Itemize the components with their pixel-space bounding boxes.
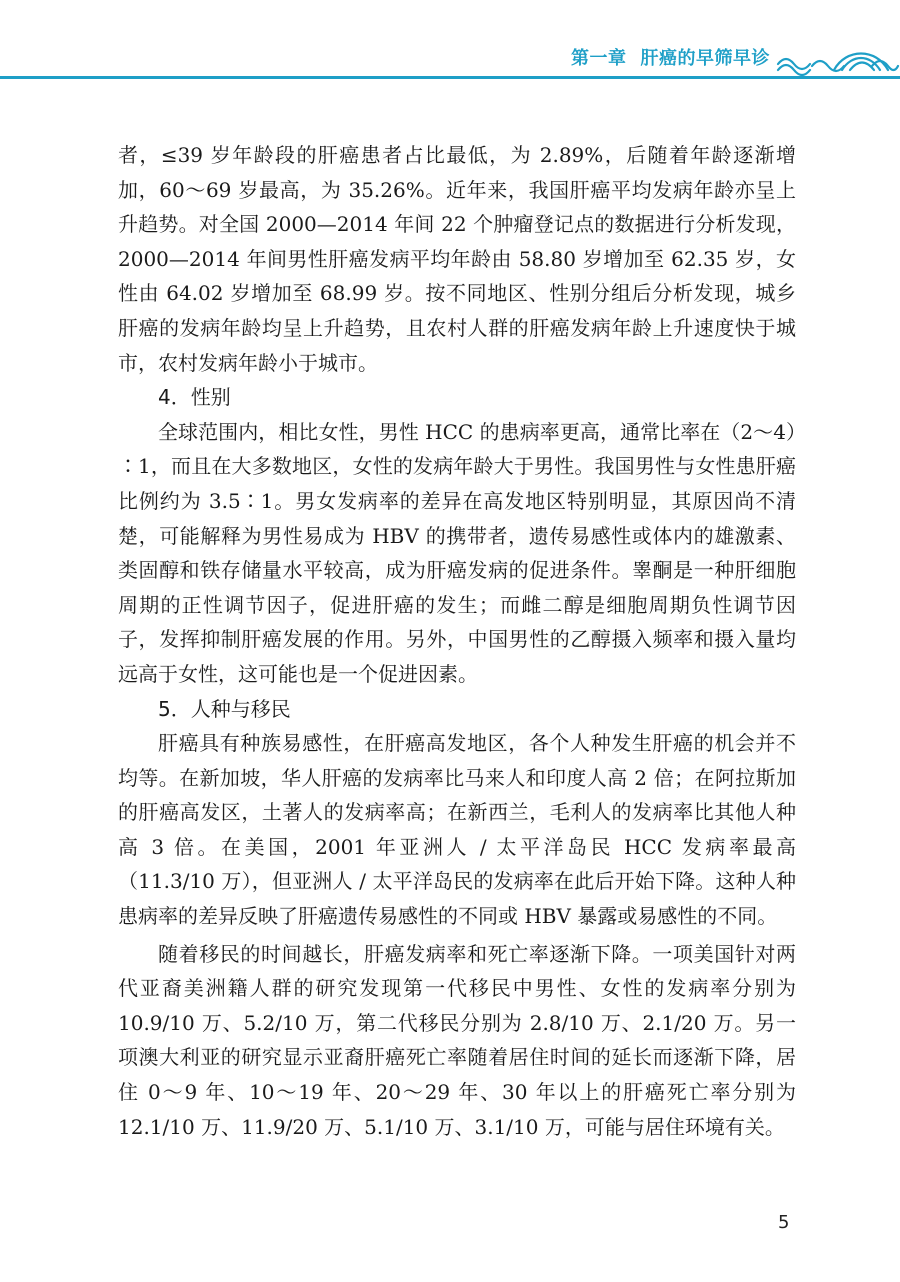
chapter-label: 第一章: [571, 48, 627, 69]
section-heading-sex: 4．性别: [158, 385, 231, 410]
header-rule: [0, 76, 900, 79]
page-number: 5: [778, 1212, 790, 1233]
running-header: [571, 44, 770, 70]
paragraph-migration: 随着移民的时间越长，肝癌发病率和死亡率逐渐下降。一项美国针对两代亚裔美洲籍人群的研究发现第一代移民中男性、女性的发病率分别为 10.9/10 万、5.2/10 万，第二代移民分别为 2.8/10 万、2.1/20 万。另一项澳大利亚的研究显示亚裔肝癌死亡率随着居住时间的延长而逐渐下降，居住 0～9 年、10～19 年、20～29 年、30 年以上的肝癌死亡率分别为 12.1/10 万、11.9/20 万、5.1/10 万、3.1/10 万，可能与居住环境有关。: [118, 941, 796, 1139]
section-heading-race-migration: 5．人种与移民: [158, 696, 291, 721]
paragraph-age-distribution: 者，≤39 岁年龄段的肝癌患者占比最低，为 2.89%，后随着年龄逐渐增加，60～69 岁最高，为 35.26%。近年来，我国肝癌平均发病年龄亦呈上升趋势。对全国 2000—2014 年间 22 个肿瘤登记点的数据进行分析发现，2000—2014 年间男性肝癌发病平均年龄由 58.80 岁增加至 62.35 岁，女性由 64.02 岁增加至 68.99 岁。按不同地区、性别分组后分析发现，城乡肝癌的发病年龄均呈上升趋势，且农村人群的肝癌发病年龄上升速度快于城市，农村发病年龄小于城市。: [118, 143, 796, 375]
paragraph-sex: 全球范围内，相比女性，男性 HCC 的患病率更高，通常比率在（2～4）∶1，而且在大多数地区，女性的发病年龄大于男性。我国男性与女性患肝癌比例约为 3.5∶1。男女发病率的差异在高发地区特别明显，其原因尚不清楚，可能解释为男性易成为 HBV 的携带者，遗传易感性或体内的雄激素、类固醇和铁存储量水平较高，成为肝癌发病的促进条件。睾酮是一种肝细胞周期的正性调节因子，促进肝癌的发生；而雌二醇是细胞周期负性调节因子，发挥抑制肝癌发展的作用。另外，中国男性的乙醇摄入频率和摄入量均远高于女性，这可能也是一个促进因素。: [118, 419, 796, 686]
wave-decoration-icon: [776, 40, 900, 76]
paragraph-race: 肝癌具有种族易感性，在肝癌高发地区，各个人种发生肝癌的机会并不均等。在新加坡，华人肝癌的发病率比马来人和印度人高 2 倍；在阿拉斯加的肝癌高发区，土著人的发病率高；在新西兰，毛利人的发病率比其他人种高 3 倍。在美国，2001 年亚洲人 / 太平洋岛民 HCC 发病率最高（11.3/10 万），但亚洲人 / 太平洋岛民的发病率在此后开始下降。这种人种患病率的差异反映了肝癌遗传易感性的不同或 HBV 暴露或易感性的不同。: [118, 731, 796, 929]
chapter-title: 肝癌的早筛早诊: [640, 48, 770, 69]
page-body: [118, 138, 796, 1144]
